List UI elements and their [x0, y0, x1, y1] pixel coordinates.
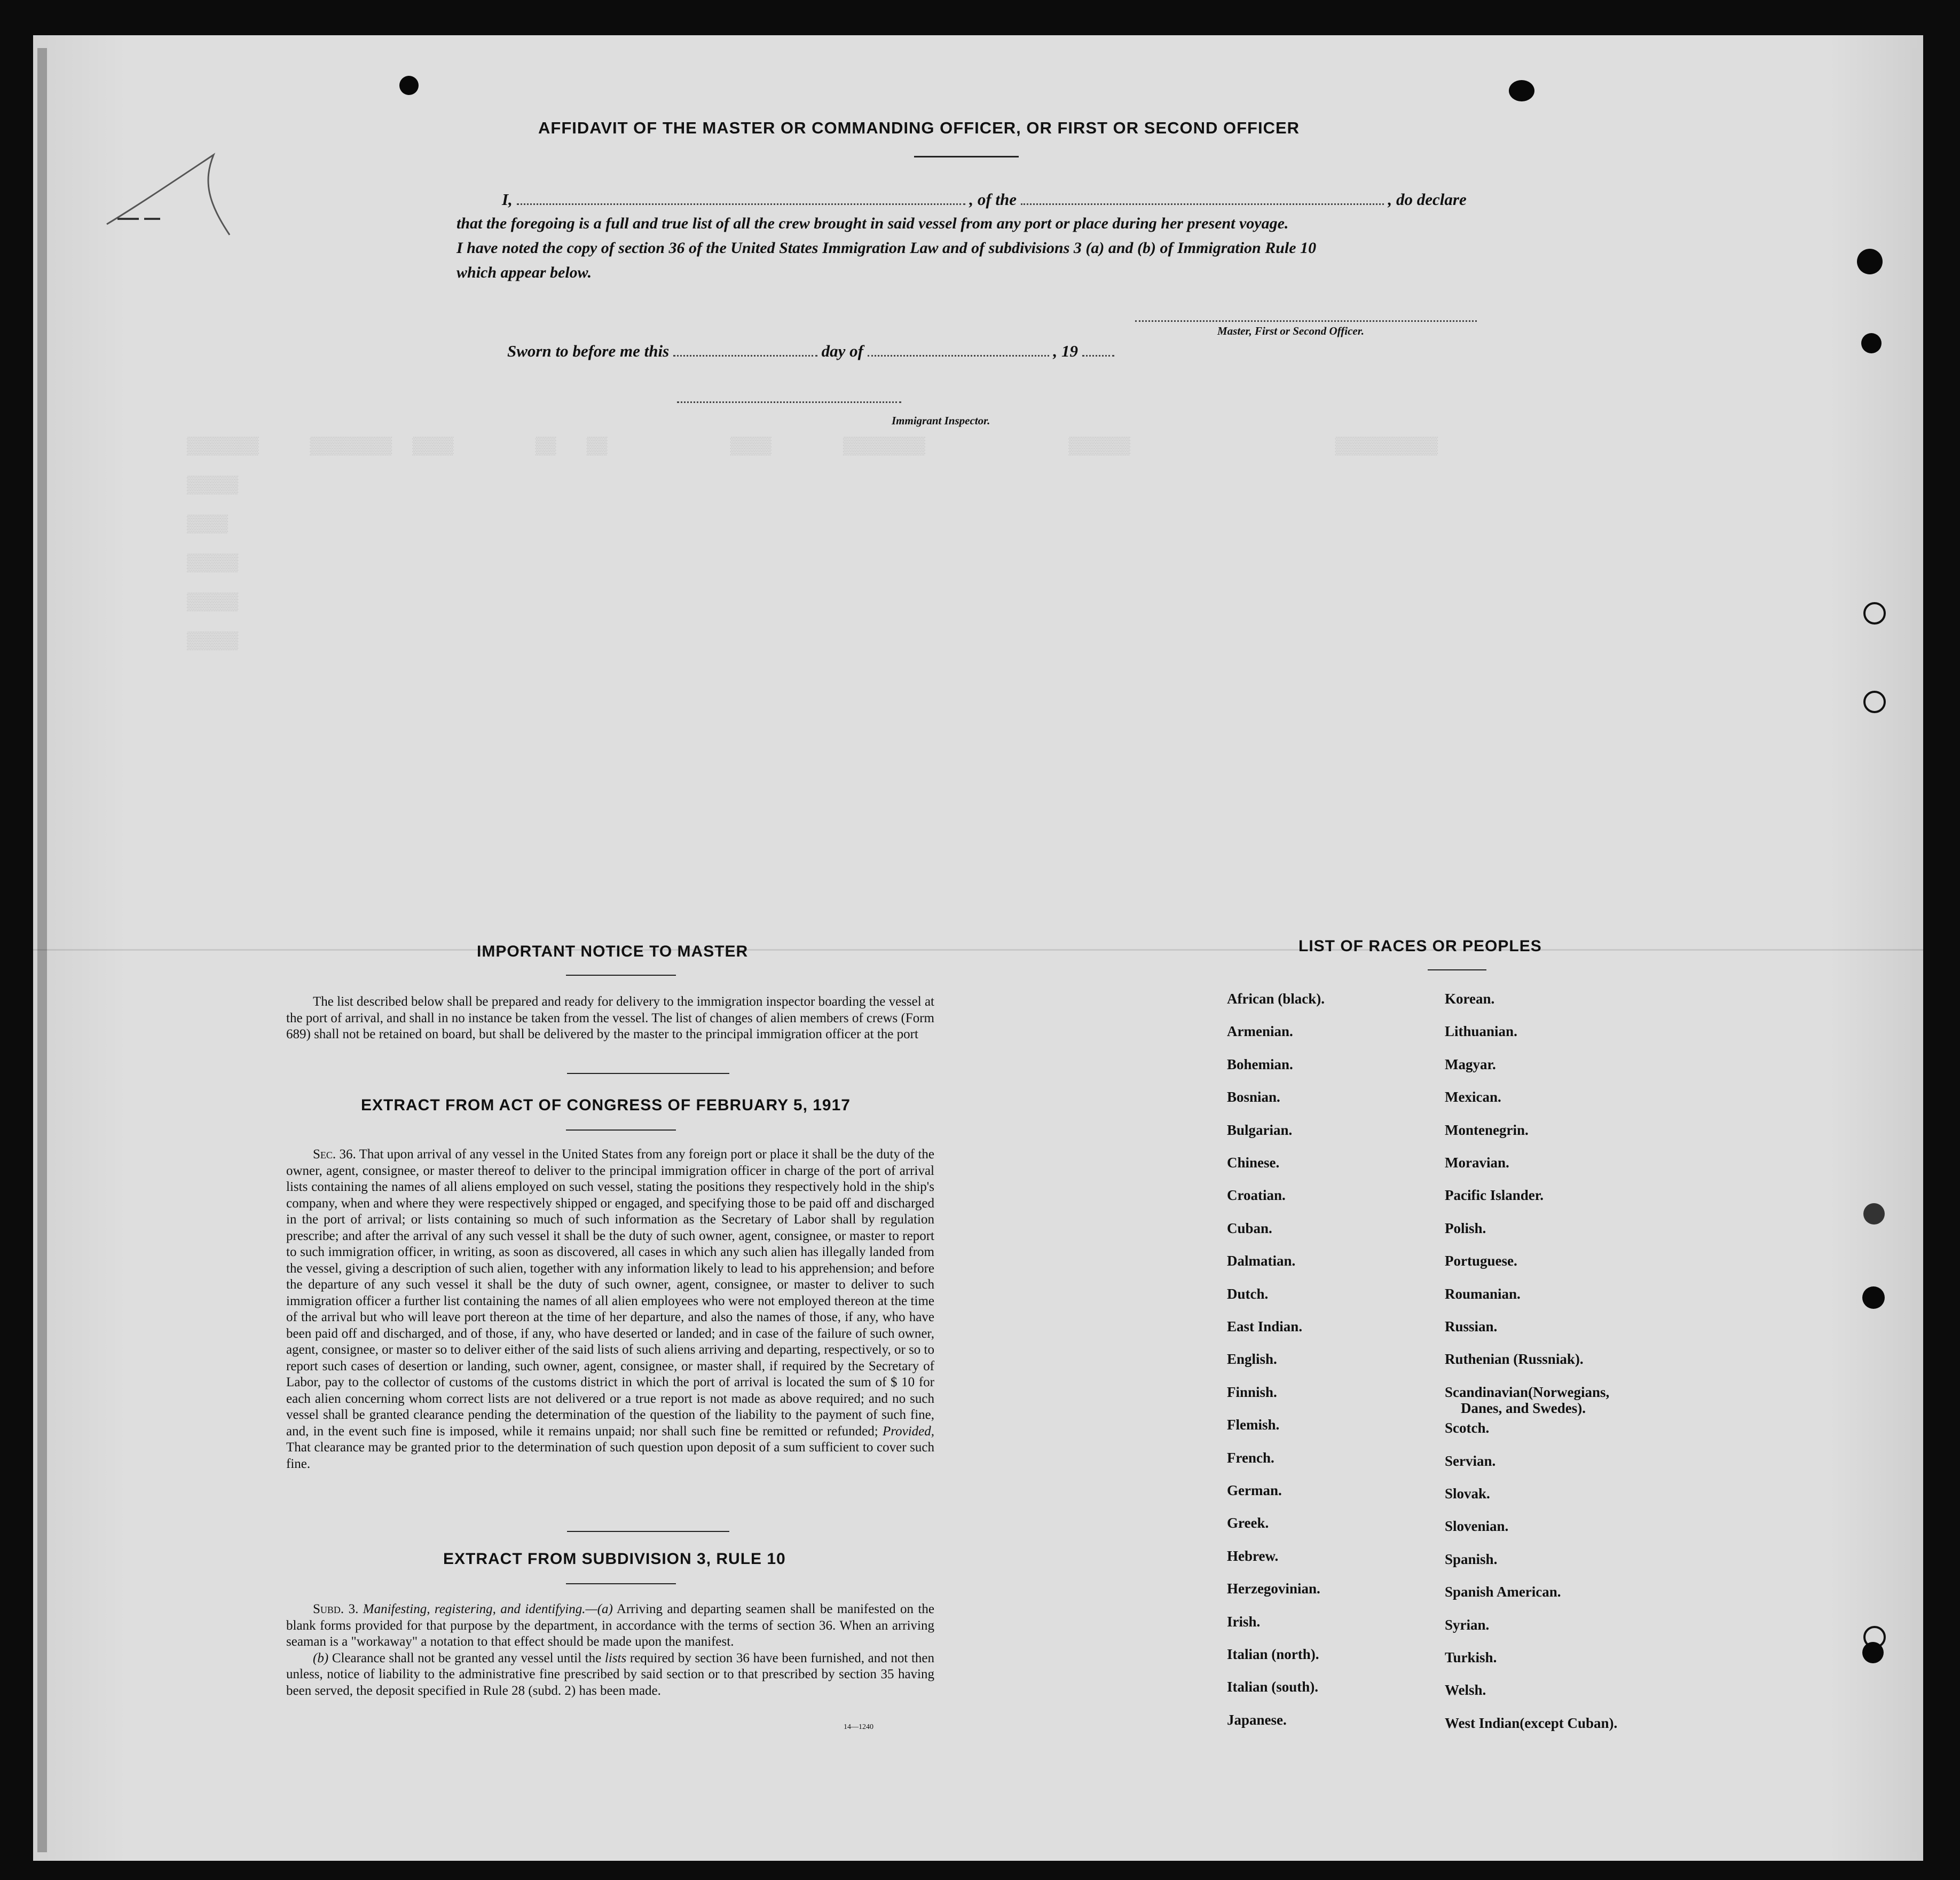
race-item: West Indian(except Cuban).: [1445, 1715, 1618, 1731]
race-item: Bohemian.: [1227, 1056, 1293, 1072]
race-item: Magyar.: [1445, 1056, 1496, 1072]
subdivision-title: Manifesting, registering, and identifying.—(a): [363, 1602, 613, 1616]
clause-b-label: (b): [313, 1650, 329, 1665]
sworn-year-field[interactable]: [1082, 355, 1114, 357]
race-item: English.: [1227, 1351, 1277, 1368]
document-page: [33, 35, 1923, 1861]
rule-text-b1: Clearance shall not be granted any vessel until the: [332, 1650, 602, 1665]
pencil-mark: [101, 144, 240, 240]
race-item: Flemish.: [1227, 1417, 1280, 1433]
race-item: Dutch.: [1227, 1285, 1269, 1302]
race-item: Herzegovinian.: [1227, 1581, 1320, 1597]
sworn-line: [507, 342, 1114, 361]
sworn-month-field[interactable]: [868, 355, 1049, 357]
race-item: Scandinavian(Norwegians,: [1445, 1384, 1610, 1400]
declaration-text: I have noted the copy of section 36 of the United States Immigration Law and of subdivisions 3 (a) and (b) of Immigration Rule 10: [456, 239, 1317, 257]
page-fold: [33, 949, 1923, 951]
race-item: Hebrew.: [1227, 1547, 1279, 1564]
race-item: French.: [1227, 1449, 1274, 1466]
race-item: Bosnian.: [1227, 1089, 1280, 1105]
section-label: Sec. 36.: [313, 1147, 356, 1162]
race-item: Montenegrin.: [1445, 1121, 1529, 1138]
declaration-line: [502, 190, 1467, 209]
race-item: Greek.: [1227, 1515, 1269, 1531]
race-item: Korean.: [1445, 991, 1495, 1007]
form-number: 14—1240: [844, 1723, 873, 1731]
race-item: African (black).: [1227, 991, 1325, 1007]
race-item: Japanese.: [1227, 1711, 1287, 1728]
race-item: Welsh.: [1445, 1682, 1486, 1699]
race-item: Slovak.: [1445, 1486, 1490, 1502]
race-item: Ruthenian (Russniak).: [1445, 1351, 1584, 1368]
race-item: East Indian.: [1227, 1318, 1303, 1334]
race-item: Croatian.: [1227, 1187, 1286, 1204]
race-item: Mexican.: [1445, 1089, 1501, 1105]
rule-text-b2: required by section 36 have been furnished, and not then unless, notice of liability to the administrative fine prescribed by said section or to that prescribed by section 35 having been served, the deposit specified in Rule 28 (subd. 2) has been made.: [286, 1650, 934, 1698]
of-the-label: , of the: [969, 190, 1017, 209]
rule-text-lists: lists: [604, 1650, 627, 1665]
race-item: Lithuanian.: [1445, 1023, 1517, 1040]
declaration-text: which appear below.: [456, 264, 592, 281]
proviso-text: That clearance may be granted prior to the determination of such question upon deposit of a sum sufficient to cover such fine.: [286, 1440, 934, 1471]
section-divider: [567, 1073, 729, 1074]
race-item: Cuban.: [1227, 1220, 1272, 1236]
punch-hole: [1509, 80, 1534, 101]
act-paragraph: [286, 1147, 934, 1472]
race-item: Roumanian.: [1445, 1285, 1521, 1302]
race-item: Pacific Islander.: [1445, 1187, 1544, 1204]
declaration-text: that the foregoing is a full and true list of all the crew brought in said vessel from any port or place during her present voyage.: [456, 215, 1289, 232]
race-item: Spanish American.: [1445, 1584, 1561, 1600]
punch-hole: [1862, 1642, 1884, 1663]
race-item: Italian (north).: [1227, 1646, 1319, 1662]
race-item: Polish.: [1445, 1220, 1486, 1236]
heading-underline: [566, 975, 676, 976]
race-item: Finnish.: [1227, 1384, 1277, 1400]
heading-underline: [914, 156, 1019, 157]
sworn-label: Sworn to before me this: [507, 342, 670, 360]
race-item: Spanish.: [1445, 1551, 1498, 1567]
races-heading: LIST OF RACES OR PEOPLES: [1298, 937, 1542, 955]
year-label: , 19: [1053, 342, 1078, 360]
race-item: German.: [1227, 1482, 1282, 1498]
race-item: Servian.: [1445, 1452, 1496, 1469]
do-declare-label: , do declare: [1388, 190, 1467, 209]
punch-hole: [1861, 333, 1882, 353]
race-item: Syrian.: [1445, 1616, 1490, 1633]
race-item: Chinese.: [1227, 1155, 1280, 1171]
race-item: Moravian.: [1445, 1155, 1509, 1171]
ring-hole: [1863, 602, 1886, 625]
signature-field[interactable]: [1135, 320, 1477, 322]
heading-underline: [566, 1129, 676, 1131]
rule-paragraph: [286, 1601, 934, 1699]
heading-underline: [566, 1583, 676, 1584]
punch-hole: [1863, 1203, 1885, 1225]
notice-heading: IMPORTANT NOTICE TO MASTER: [477, 943, 749, 960]
proviso-label: Provided,: [883, 1424, 934, 1439]
inspector-signature-field[interactable]: [677, 401, 901, 403]
race-item: Italian (south).: [1227, 1679, 1319, 1695]
race-item: Dalmatian.: [1227, 1253, 1296, 1269]
day-of-label: day of: [821, 342, 863, 360]
race-item: Danes, and Swedes).: [1461, 1400, 1586, 1416]
punch-hole: [399, 76, 419, 95]
section-divider: [567, 1531, 729, 1532]
race-item: Irish.: [1227, 1613, 1261, 1630]
signature-caption: Master, First or Second Officer.: [1217, 325, 1364, 337]
punch-hole: [1857, 249, 1883, 274]
inspector-caption: Immigrant Inspector.: [892, 414, 990, 427]
race-item: Slovenian.: [1445, 1518, 1509, 1535]
rule-text-a: Arriving and departing seamen shall be manifested on the blank forms provided for that purpose by the department, in accordance with the terms of section 36. When an arriving seaman is a "workaway" a notation to that effect should be made upon the manifest.: [286, 1602, 934, 1649]
bleed-through: ▒▒▒▒▒▒▒ ▒▒▒▒▒▒▒▒ ▒▒▒▒ ▒▒ ▒▒ ▒▒▒▒ ▒▒▒▒▒▒▒▒ ▒▒▒▒▒▒ ▒▒▒▒▒▒▒▒▒▒ ▒▒▒▒▒ ▒▒▒▒ ▒▒▒▒▒ ▒▒▒▒▒ ▒▒▒▒▒: [187, 437, 1438, 651]
race-item: Turkish.: [1445, 1649, 1497, 1665]
act-text: That upon arrival of any vessel in the United States from any foreign port or place it shall be the duty of the owner, agent, consignee, or master thereof to deliver to the principal immigration officer in charge of the port of arrival lists containing the names of all aliens employed on such vessel, stating the positions they respectively hold in the ship's company, when and where they were respectively shipped or engaged, and specifying those to be paid off and discharged in the port of arrival; or lists containing so much of such information as the Secretary of Labor shall by regulation prescribe; and after the arrival of any such vessel it shall be the duty of such owner, agent, consignee, or master to report to such immigration officer, in writing, as soon as discovered, all cases in which any such alien has illegally landed from the vessel, giving a description of such alien, together with any information likely to lead to his apprehension; and before the departure of any such vessel it shall be the duty of such owner, agent, consignee, or master to deliver to such immigration officer a further list containing the names of all alien employees who were not employed thereon at the time of the arrival but who will leave port thereon at the time of her departure, and also the names of those, if any, who have been paid off and discharged, and of those, if any, who have deserted or landed; and in case of the failure of such owner, agent, consignee, or master so to deliver either of the said lists of such aliens arriving and departing, respectively, or so to report such cases of desertion or landing, such owner, agent, consignee, or master shall, if required by the Secretary of Labor, pay to the collector of customs of the customs district in which the port of arrival is located the sum of $ 10 for each alien concerning whom correct lists are not delivered or a true report is not made as above required; and no such vessel shall be granted clearance pending the determination of the question of the liability to the payment of such fine, and, in the event such fine is imposed, while it remains unpaid; nor shall such fine be remitted or refunded;: [286, 1147, 935, 1439]
subdivision-label: Subd. 3.: [313, 1602, 359, 1616]
notice-text: The list described below shall be prepared and ready for delivery to the immigration inspector boarding the vessel at the port of arrival, and shall in no instance be taken from the vessel. The list of changes of alien members of crews (Form 689) shall not be retained on board, but shall be delivered by the master to the principal immigration officer at the port: [286, 994, 934, 1041]
race-item: Armenian.: [1227, 1023, 1293, 1040]
race-item: Russian.: [1445, 1318, 1498, 1334]
affidavit-heading: AFFIDAVIT OF THE MASTER OR COMMANDING OFFICER, OR FIRST OR SECOND OFFICER: [538, 119, 1300, 137]
sworn-day-field[interactable]: [673, 355, 817, 357]
heading-underline: [1428, 969, 1486, 970]
declarant-label: I,: [502, 190, 513, 209]
notice-paragraph: [286, 994, 934, 1043]
race-item: Portuguese.: [1445, 1253, 1517, 1269]
race-item: Scotch.: [1445, 1420, 1490, 1436]
act-heading: EXTRACT FROM ACT OF CONGRESS OF FEBRUARY 5, 1917: [361, 1096, 851, 1114]
ring-hole: [1863, 691, 1886, 713]
punch-hole: [1862, 1286, 1885, 1309]
race-item: Bulgarian.: [1227, 1121, 1293, 1138]
vessel-name-field[interactable]: [1021, 203, 1384, 205]
rule-heading: EXTRACT FROM SUBDIVISION 3, RULE 10: [443, 1550, 786, 1568]
declarant-name-field[interactable]: [517, 203, 965, 205]
